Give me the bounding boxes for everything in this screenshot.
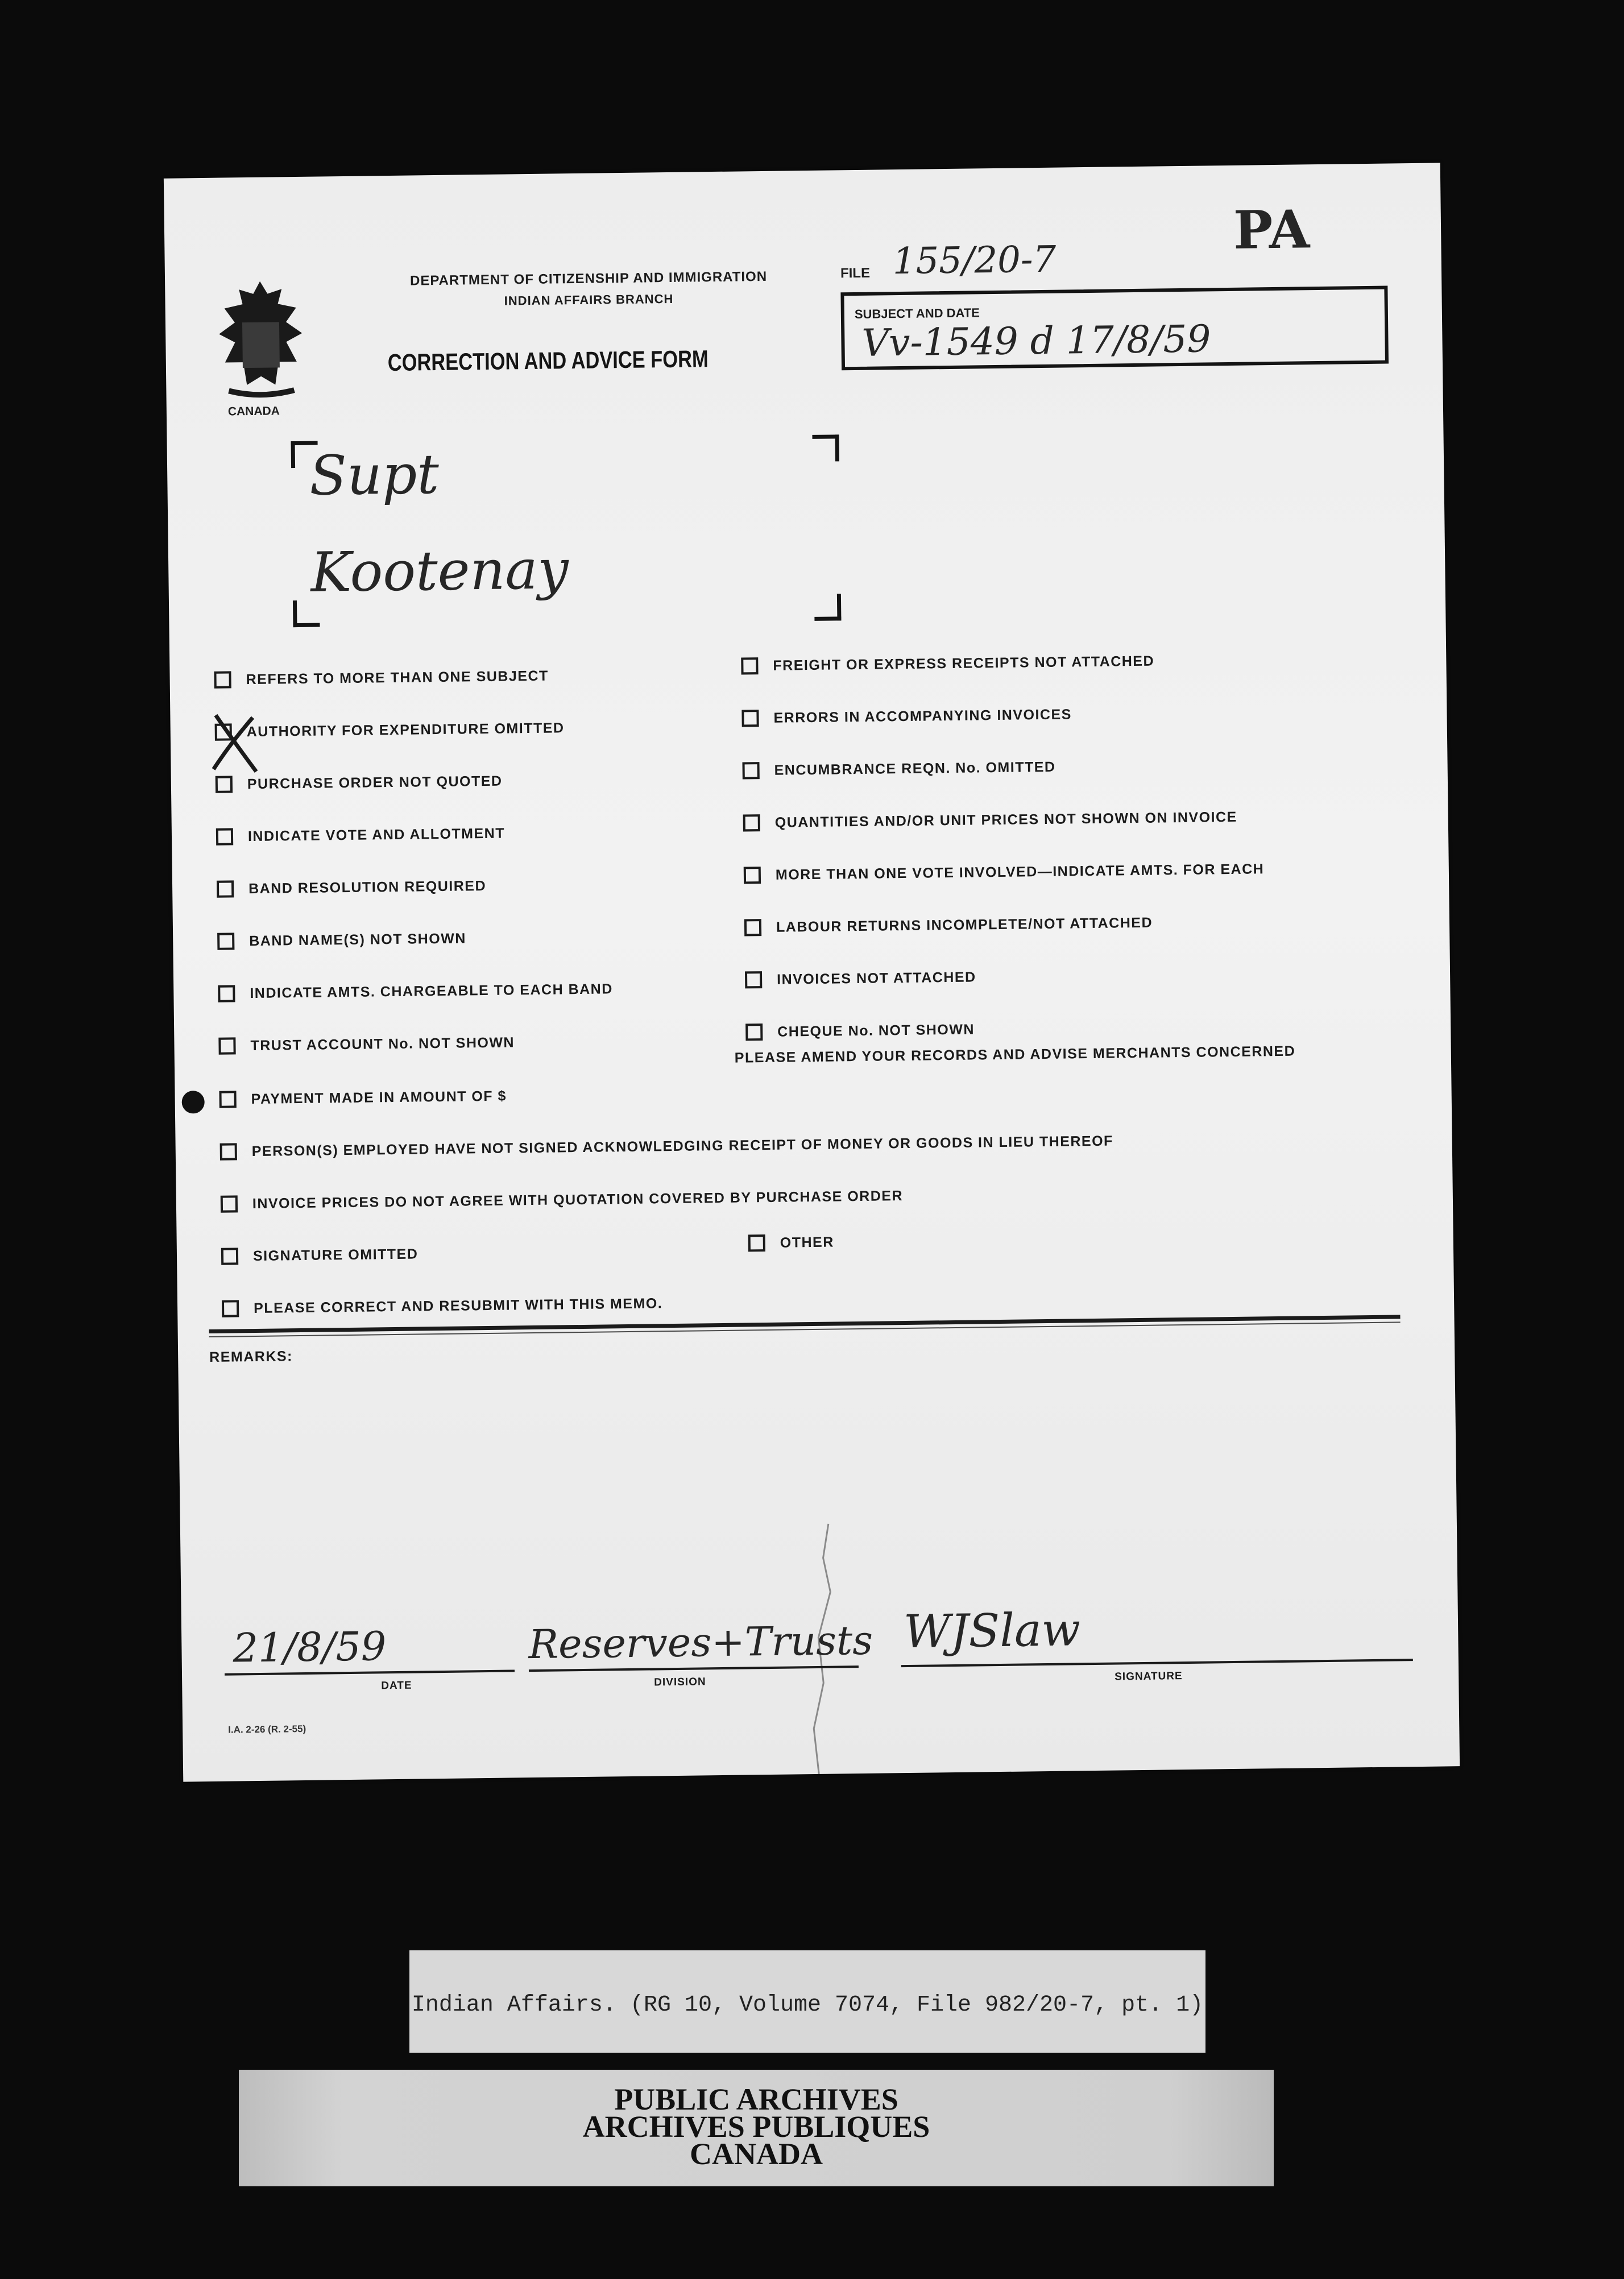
checkbox[interactable] bbox=[222, 1300, 239, 1317]
address-corner-bottom-right bbox=[814, 594, 842, 621]
signature-value: WJSlaw bbox=[903, 1603, 1081, 1659]
punch-hole bbox=[181, 1091, 204, 1113]
checkbox[interactable] bbox=[217, 880, 234, 897]
checklist-item-other bbox=[748, 1234, 834, 1252]
checklist-item bbox=[220, 1133, 1113, 1161]
checkbox[interactable] bbox=[744, 919, 761, 936]
checkbox[interactable] bbox=[744, 867, 761, 884]
checklist-label: SIGNATURE OMITTED bbox=[252, 1245, 419, 1264]
checklist-item bbox=[216, 825, 505, 846]
division-value: Reserves+Trusts bbox=[528, 1617, 873, 1668]
checklist-item bbox=[217, 930, 466, 950]
checkbox[interactable] bbox=[219, 1091, 236, 1108]
file-number: 155/20-7 bbox=[892, 238, 1057, 283]
checkbox[interactable] bbox=[221, 1195, 238, 1212]
checklist-label: INDICATE AMTS. CHARGEABLE TO EACH BAND bbox=[250, 980, 613, 1001]
signature-line bbox=[901, 1659, 1413, 1667]
checkbox[interactable] bbox=[741, 710, 759, 727]
department-heading bbox=[353, 268, 825, 310]
checklist-item bbox=[744, 860, 1265, 884]
checklist-label: INDICATE VOTE AND ALLOTMENT bbox=[247, 825, 506, 844]
checklist-label: INVOICE PRICES DO NOT AGREE WITH QUOTATION COVERED BY PURCHASE ORDER bbox=[252, 1187, 904, 1212]
checkbox[interactable] bbox=[741, 657, 758, 674]
addressee-line-1: Supt bbox=[309, 442, 440, 508]
subject-box bbox=[840, 286, 1389, 371]
date-caption: DATE bbox=[381, 1679, 412, 1692]
checklist-item bbox=[221, 1187, 903, 1213]
checklist-label: ERRORS IN ACCOMPANYING INVOICES bbox=[773, 706, 1072, 726]
checklist-item bbox=[745, 968, 976, 988]
checklist-label: PURCHASE ORDER NOT QUOTED bbox=[247, 773, 503, 792]
address-corner-top-right bbox=[812, 434, 839, 462]
checklist-item bbox=[218, 980, 613, 1002]
checklist-item bbox=[215, 719, 565, 741]
checklist-label: AUTHORITY FOR EXPENDITURE OMITTED bbox=[246, 719, 565, 740]
checklist-label: ENCUMBRANCE REQN. No. OMITTED bbox=[774, 759, 1056, 778]
checklist-label: PLEASE CORRECT AND RESUBMIT WITH THIS MEMO. bbox=[253, 1295, 663, 1316]
branch-name: INDIAN AFFAIRS BRANCH bbox=[504, 291, 674, 308]
checklist-label: INVOICES NOT ATTACHED bbox=[776, 968, 976, 988]
canada-coat-of-arms-icon bbox=[210, 276, 312, 403]
addressee-line-2: Kootenay bbox=[310, 537, 569, 604]
signature-caption: SIGNATURE bbox=[1115, 1670, 1183, 1683]
checkbox[interactable] bbox=[220, 1143, 237, 1160]
amend-records-note: PLEASE AMEND YOUR RECORDS AND ADVISE MERCHANTS CONCERNED bbox=[734, 1043, 1296, 1066]
form-sheet bbox=[164, 163, 1460, 1781]
subject-label: SUBJECT AND DATE bbox=[854, 305, 980, 321]
archive-stamp-text bbox=[239, 2082, 1274, 2171]
checklist-item bbox=[221, 1245, 419, 1265]
checklist-item bbox=[743, 809, 1237, 832]
checkbox[interactable] bbox=[218, 1037, 235, 1054]
checklist-label: BAND NAME(S) NOT SHOWN bbox=[249, 930, 466, 949]
stamp-line-3: CANADA bbox=[690, 2137, 823, 2171]
checklist-item bbox=[217, 877, 486, 898]
x-check-mark-icon bbox=[207, 709, 264, 778]
subject-value: Vv-1549 d 17/8/59 bbox=[861, 317, 1211, 365]
form-number: I.A. 2-26 (R. 2-55) bbox=[228, 1723, 306, 1735]
checklist-label: BAND RESOLUTION REQUIRED bbox=[248, 877, 487, 897]
stamp-line-1: PUBLIC ARCHIVES bbox=[614, 2082, 898, 2116]
division-caption: DIVISION bbox=[654, 1676, 706, 1689]
checklist-label: TRUST ACCOUNT No. NOT SHOWN bbox=[250, 1034, 515, 1054]
corner-mark: PA bbox=[1233, 198, 1310, 261]
checkbox[interactable] bbox=[748, 1234, 765, 1252]
checklist-label: MORE THAN ONE VOTE INVOLVED—INDICATE AMTS. FOR EACH bbox=[775, 860, 1265, 883]
checklist-item bbox=[741, 653, 1154, 675]
checkbox[interactable] bbox=[745, 1024, 763, 1041]
department-name: DEPARTMENT OF CITIZENSHIP AND IMMIGRATION bbox=[409, 268, 768, 289]
checklist-label: QUANTITIES AND/OR UNIT PRICES NOT SHOWN ON INVOICE bbox=[774, 809, 1237, 831]
archive-caption-label bbox=[409, 1950, 1205, 2053]
checkbox[interactable] bbox=[216, 776, 233, 793]
checkbox[interactable] bbox=[216, 828, 233, 845]
remarks-label: REMARKS: bbox=[209, 1348, 293, 1365]
checkbox[interactable] bbox=[221, 1248, 238, 1265]
checklist-label: FREIGHT OR EXPRESS RECEIPTS NOT ATTACHED bbox=[773, 653, 1155, 674]
date-value: 21/8/59 bbox=[232, 1623, 387, 1672]
checklist-label: LABOUR RETURNS INCOMPLETE/NOT ATTACHED bbox=[776, 914, 1153, 935]
checkbox[interactable] bbox=[217, 933, 234, 950]
country-label: CANADA bbox=[227, 404, 280, 418]
checklist-item bbox=[214, 668, 549, 689]
checkbox[interactable] bbox=[214, 671, 231, 688]
checklist-item bbox=[742, 759, 1055, 780]
archive-stamp-label bbox=[239, 2070, 1274, 2186]
checkbox[interactable] bbox=[743, 814, 760, 831]
stamp-line-2: ARCHIVES PUBLIQUES bbox=[582, 2110, 930, 2144]
checkbox[interactable] bbox=[742, 762, 759, 779]
form-title: CORRECTION AND ADVICE FORM bbox=[387, 345, 709, 376]
checklist-label: REFERS TO MORE THAN ONE SUBJECT bbox=[246, 668, 549, 687]
checklist-item bbox=[744, 914, 1153, 937]
checklist-label: CHEQUE No. NOT SHOWN bbox=[777, 1021, 975, 1040]
file-label: FILE bbox=[840, 265, 871, 281]
checklist-label: OTHER bbox=[780, 1234, 834, 1251]
checklist-item bbox=[219, 1088, 507, 1108]
checklist-label: PERSON(S) EMPLOYED HAVE NOT SIGNED ACKNOWLEDGING RECEIPT OF MONEY OR GOODS IN LIEU THEREOF bbox=[251, 1133, 1114, 1159]
archive-caption-text: Indian Affairs. (RG 10, Volume 7074, File 982/20-7, pt. 1) bbox=[411, 1992, 1204, 2018]
checkbox[interactable] bbox=[218, 985, 235, 1002]
checklist-item bbox=[745, 1021, 975, 1041]
checklist-label: PAYMENT MADE IN AMOUNT OF $ bbox=[251, 1088, 507, 1107]
checklist-item bbox=[218, 1034, 515, 1054]
address-corner-bottom-left bbox=[293, 600, 320, 628]
checkbox[interactable] bbox=[745, 971, 762, 988]
checklist-item bbox=[741, 706, 1072, 727]
checklist-item bbox=[222, 1295, 662, 1317]
